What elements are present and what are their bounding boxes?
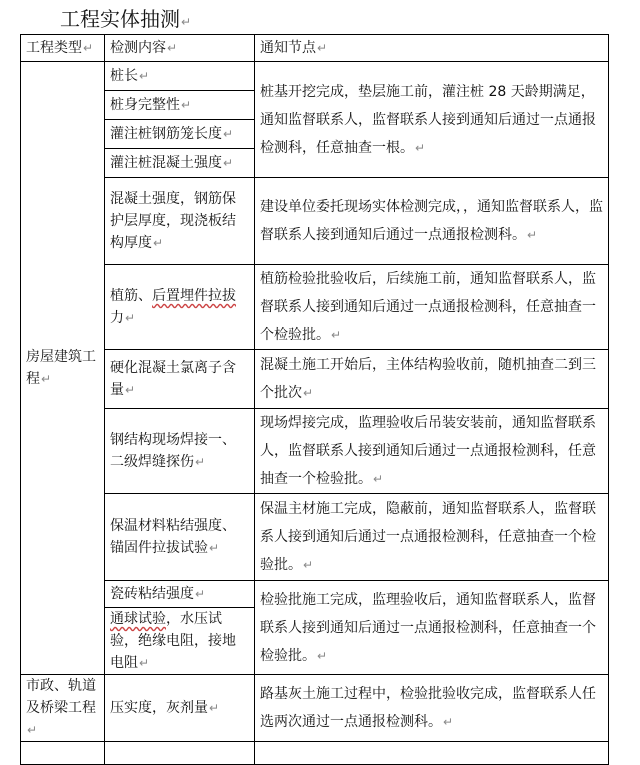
table-row <box>21 62 609 91</box>
header-inspection-content: 检测内容↵ <box>105 35 255 62</box>
item-pipe-tests: 通球试验，水压试验，绝缘电阻，接地电阻↵ <box>105 608 255 675</box>
item-chloride: 硬化混凝土氯离子含量↵ <box>105 350 255 409</box>
document-title: 工程实体抽测↵ <box>60 7 192 31</box>
table-row <box>21 178 609 265</box>
table-row <box>21 675 609 742</box>
empty-cell <box>255 742 609 765</box>
notice-pile: 桩基开挖完成，垫层施工前，灌注桩 28 天龄期满足，通知监督联系人，监督联系人接到通知后通过一点通报检测科，任意抽查一根。↵ <box>255 62 609 178</box>
item-tile-bond: 瓷砖粘结强度↵ <box>105 581 255 608</box>
table-row <box>21 581 609 608</box>
notice-chloride: 混凝土施工开始后，主体结构验收前，随机抽查二到三个批次↵ <box>255 350 609 409</box>
notice-municipal: 路基灰土施工过程中，检验批验收完成，监督联系人任选两次通过一点通报检测科。↵ <box>255 675 609 742</box>
item-insulation: 保温材料粘结强度、锚固件拉拔试验↵ <box>105 494 255 581</box>
item-pile-concrete: 灌注桩混凝土强度↵ <box>105 149 255 178</box>
item-concrete-strength: 混凝土强度，钢筋保护层厚度，现浇板结构厚度↵ <box>105 178 255 265</box>
item-steel-weld: 钢结构现场焊接一、二级焊缝探伤↵ <box>105 409 255 494</box>
item-pile-cage: 灌注桩钢筋笼长度↵ <box>105 120 255 149</box>
spellcheck-underline: 通球试验 <box>110 611 166 627</box>
notice-rebar: 植筋检验批验收后，后续施工前，通知监督联系人，监督联系人接到通知后通过一点通报检测科，任意抽查一个检验批。↵ <box>255 265 609 350</box>
table-row <box>21 265 609 350</box>
category-municipal: 市政、轨道及桥梁工程↵ <box>21 675 105 742</box>
table-row <box>21 494 609 581</box>
item-pile-length: 桩长↵ <box>105 62 255 91</box>
item-pile-integrity: 桩身完整性↵ <box>105 91 255 120</box>
empty-cell <box>21 742 105 765</box>
inspection-table <box>20 34 609 765</box>
empty-cell <box>105 742 255 765</box>
table-row <box>21 409 609 494</box>
notice-insulation: 保温主材施工完成，隐蔽前，通知监督联系人，监督联系人接到通知后通过一点通报检测科，任意抽查一个检验批。↵ <box>255 494 609 581</box>
spellcheck-underline: 后置埋件拉拔 <box>152 288 236 304</box>
notice-tile: 检验批施工完成，监理验收后，通知监督联系人，监督联系人接到通知后通过一点通报检测科，任意抽查一个检验批。↵ <box>255 581 609 675</box>
header-notice-node: 通知节点↵ <box>255 35 609 62</box>
notice-steel: 现场焊接完成，监理验收后吊装安装前，通知监督联系人，监督联系人接到通知后通过一点通报检测科，任意抽查一个检验批。↵ <box>255 409 609 494</box>
item-rebar-pullout: 植筋、后置埋件拉拔力↵ <box>105 265 255 350</box>
category-building: 房屋建筑工程↵ <box>21 62 105 675</box>
header-project-type: 工程类型↵ <box>21 35 105 62</box>
table-header-row <box>21 35 609 62</box>
item-compaction: 压实度，灰剂量↵ <box>105 675 255 742</box>
table-row <box>21 350 609 409</box>
table-row <box>21 742 609 765</box>
notice-concrete: 建设单位委托现场实体检测完成，，通知监督联系人，监督联系人接到通知后通过一点通报检测科。↵ <box>255 178 609 265</box>
